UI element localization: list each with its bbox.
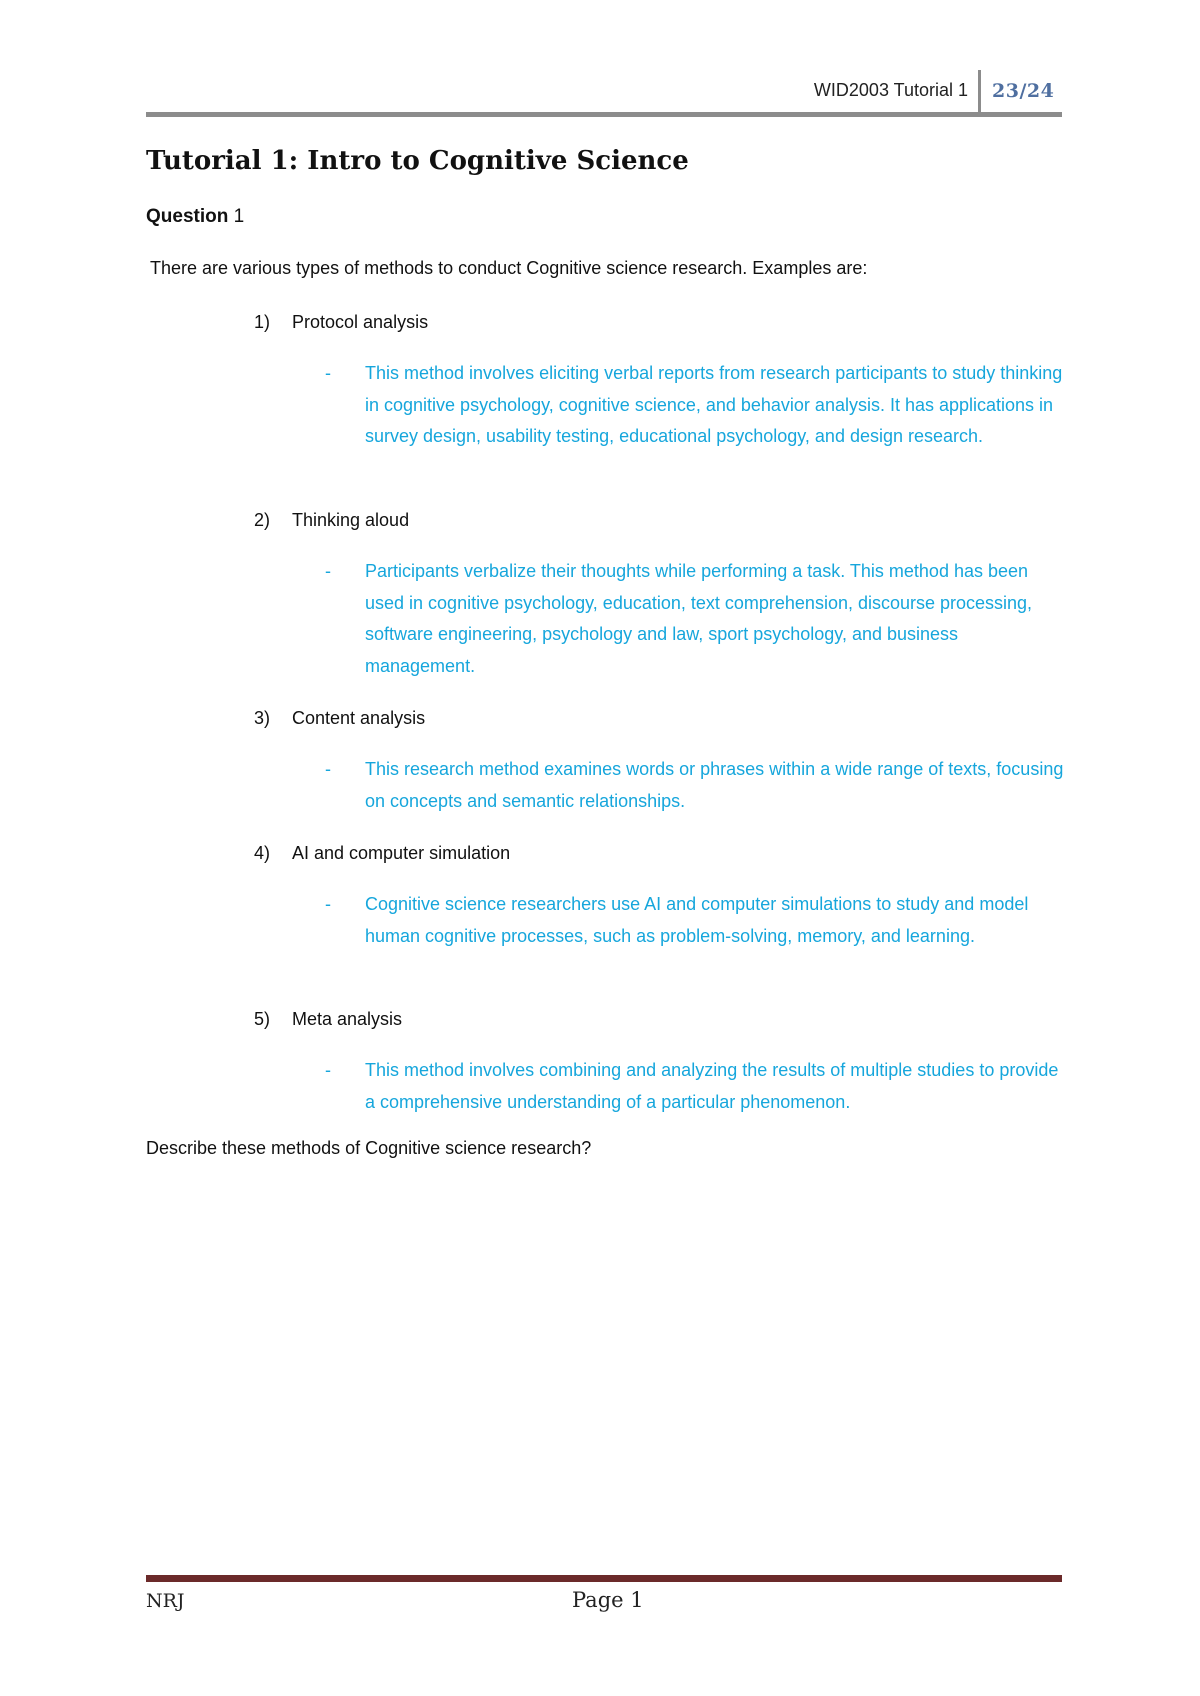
method-name: AI and computer simulation xyxy=(292,843,511,863)
method-description-5 xyxy=(325,1055,1065,1118)
method-description-3 xyxy=(325,754,1065,817)
method-number: 1) xyxy=(254,312,271,332)
bullet-dash: - xyxy=(325,363,331,383)
description-text: This method involves combining and analyzing the results of multiple studies to provide a comprehensive understanding of a particular phenomenon. xyxy=(365,1060,1059,1112)
page-number: Page 1 xyxy=(572,1588,644,1612)
header-session: 23/24 xyxy=(992,80,1055,102)
description-text: This research method examines words or phrases within a wide range of texts, focusing on concepts and semantic relationships. xyxy=(365,759,1064,811)
method-number: 3) xyxy=(254,708,271,728)
method-item-4 xyxy=(254,843,510,864)
method-description-4 xyxy=(325,889,1065,952)
header-rule xyxy=(146,112,1062,117)
bullet-dash: - xyxy=(325,561,331,581)
question-prompt: Describe these methods of Cognitive science research? xyxy=(146,1138,592,1158)
method-name: Meta analysis xyxy=(292,1009,403,1029)
question-heading-label: Question xyxy=(146,206,229,227)
method-description-2 xyxy=(325,556,1065,682)
question-heading-number: 1 xyxy=(228,206,245,227)
bullet-dash: - xyxy=(325,1060,331,1080)
bullet-dash: - xyxy=(325,894,331,914)
footer-initials: NRJ xyxy=(146,1590,185,1612)
method-number: 4) xyxy=(254,843,271,863)
header-course: WID2003 Tutorial 1 xyxy=(813,80,968,100)
method-description-1 xyxy=(325,358,1065,453)
header-divider xyxy=(978,70,981,112)
method-name: Thinking aloud xyxy=(292,510,410,530)
question-heading xyxy=(146,206,244,228)
method-item-1 xyxy=(254,312,428,333)
method-item-5 xyxy=(254,1009,402,1030)
method-item-3 xyxy=(254,708,425,729)
method-name: Protocol analysis xyxy=(292,312,429,332)
description-text: Cognitive science researchers use AI and computer simulations to study and model human cognitive processes, such as problem-solving, memory, and learning. xyxy=(365,894,1029,946)
method-name: Content analysis xyxy=(292,708,426,728)
question-intro: There are various types of methods to conduct Cognitive science research. Examples are: xyxy=(150,258,868,278)
method-number: 5) xyxy=(254,1009,271,1029)
page-title: Tutorial 1: Intro to Cognitive Science xyxy=(146,146,689,176)
method-number: 2) xyxy=(254,510,271,530)
description-text: This method involves eliciting verbal reports from research participants to study thinking in cognitive psychology, cognitive science, and behavior analysis. It has applications in survey design, usability testing, educational psychology, and design research. xyxy=(365,363,1063,446)
footer-rule xyxy=(146,1575,1062,1582)
bullet-dash: - xyxy=(325,759,331,779)
description-text: Participants verbalize their thoughts while performing a task. This method has been used in cognitive psychology, education, text comprehension, discourse processing, software engineering, psychology and law, sport psychology, and business management. xyxy=(365,561,1033,676)
method-item-2 xyxy=(254,510,409,531)
